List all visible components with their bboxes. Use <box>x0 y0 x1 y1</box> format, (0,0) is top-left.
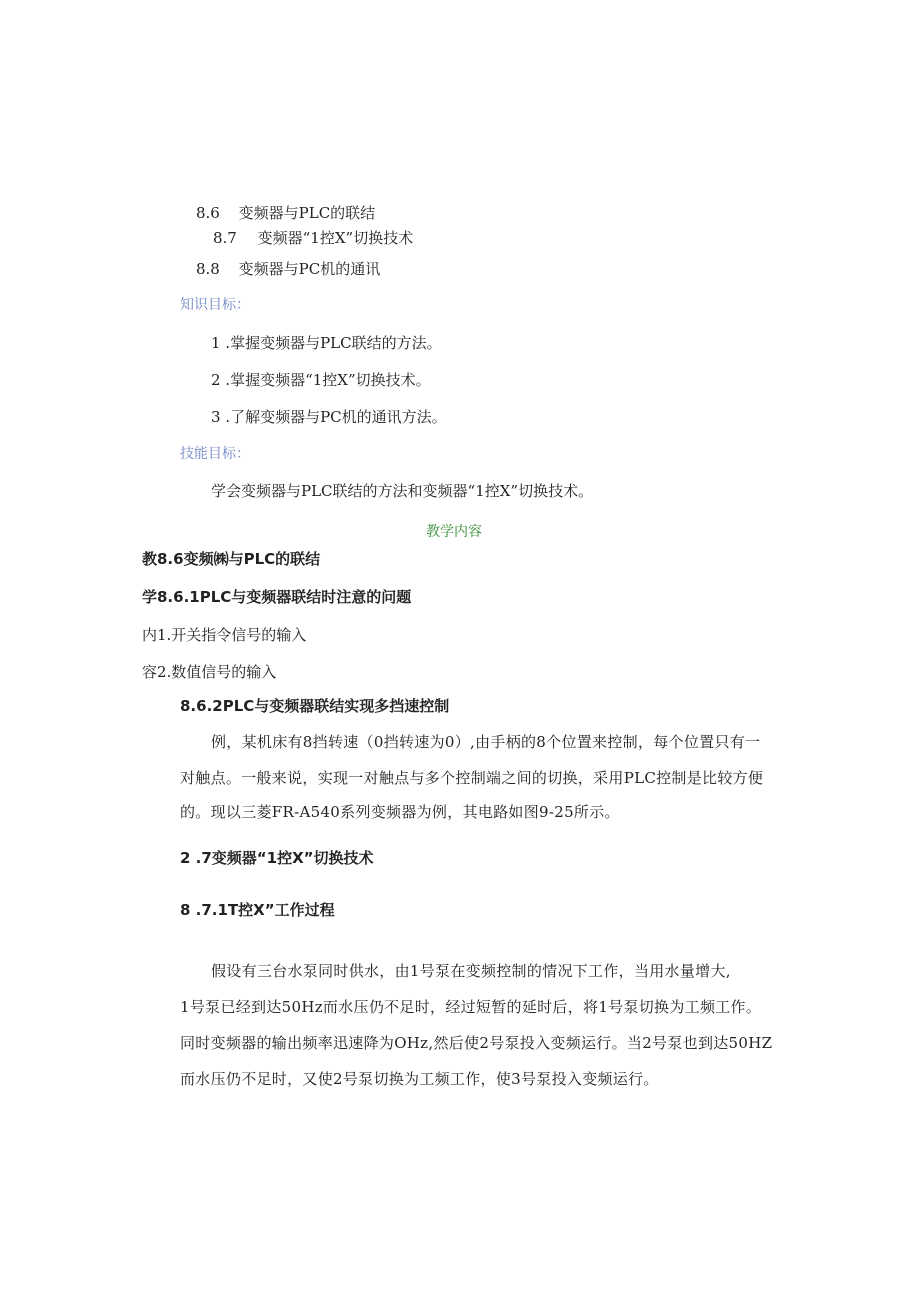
toc-title: 变频器“1控X”切换技术 <box>257 229 414 247</box>
toc-number: 8.7 <box>213 229 237 247</box>
teaching-line-4: 容2.数值信号的输入 <box>142 663 277 681</box>
skill-text: 学会变频器与PLC联结的方法和变频器“1控X”切换技术。 <box>211 482 594 500</box>
toc-number: 8.8 <box>196 260 220 278</box>
section-8-6-2-line-3: 的。现以三菱FR-A540系列变频器为例，其电路如图9-25所示。 <box>180 803 620 821</box>
section-8-6-2-line-2: 对触点。一般来说，实现一对触点与多个控制端之间的切换，采用PLC控制是比较方便 <box>180 769 764 787</box>
section-8-6-2-line-1: 例，某机床有8挡转速（0挡转速为0）,由手柄的8个位置来控制，每个位置只有一 <box>211 733 761 751</box>
knowledge-item-2: 2 .掌握变频器“1控X”切换技术。 <box>211 371 431 389</box>
toc-title: 变频器与PLC的联结 <box>238 204 376 222</box>
knowledge-item-1: 1 .掌握变频器与PLC联结的方法。 <box>211 334 442 352</box>
section-8-7-heading: 2 .7变频器“1控X”切换技术 <box>180 849 374 867</box>
knowledge-item-3: 3 .了解变频器与PC机的通讯方法。 <box>211 408 447 426</box>
teaching-line-2: 学8.6.1PLC与变频器联结时注意的问题 <box>142 588 412 606</box>
toc-title: 变频器与PC机的通讯 <box>238 260 381 278</box>
teaching-line-1: 教8.6变频㈱与PLC的联结 <box>142 550 321 568</box>
section-8-7-1-line-1: 假设有三台水泵同时供水，由1号泵在变频控制的情况下工作，当用水量增大, <box>211 962 731 980</box>
section-8-7-1-heading: 8 .7.1T控X”工作过程 <box>180 901 335 919</box>
teaching-content-heading: 教学内容 <box>426 524 482 540</box>
section-8-7-1-line-3: 同时变频器的输出频率迅速降为OHz,然后使2号泵投入变频运行。当2号泵也到达50HZ <box>180 1034 773 1052</box>
teaching-line-3: 内1.开关指令信号的输入 <box>142 626 307 644</box>
toc-item-8-6 <box>196 203 375 223</box>
section-8-6-2-heading: 8.6.2PLC与变频器联结实现多挡速控制 <box>180 697 450 715</box>
toc-item-8-7 <box>213 228 413 248</box>
skill-heading: 技能目标： <box>180 446 250 462</box>
toc-item-8-8 <box>196 259 380 279</box>
toc-number: 8.6 <box>196 204 220 222</box>
section-8-7-1-line-4: 而水压仍不足时，又使2号泵切换为工频工作，使3号泵投入变频运行。 <box>180 1070 659 1088</box>
knowledge-heading: 知识目标： <box>180 297 250 313</box>
section-8-7-1-line-2: 1号泵已经到达50Hz而水压仍不足时，经过短暂的延时后，将1号泵切换为工频工作。 <box>180 998 762 1016</box>
